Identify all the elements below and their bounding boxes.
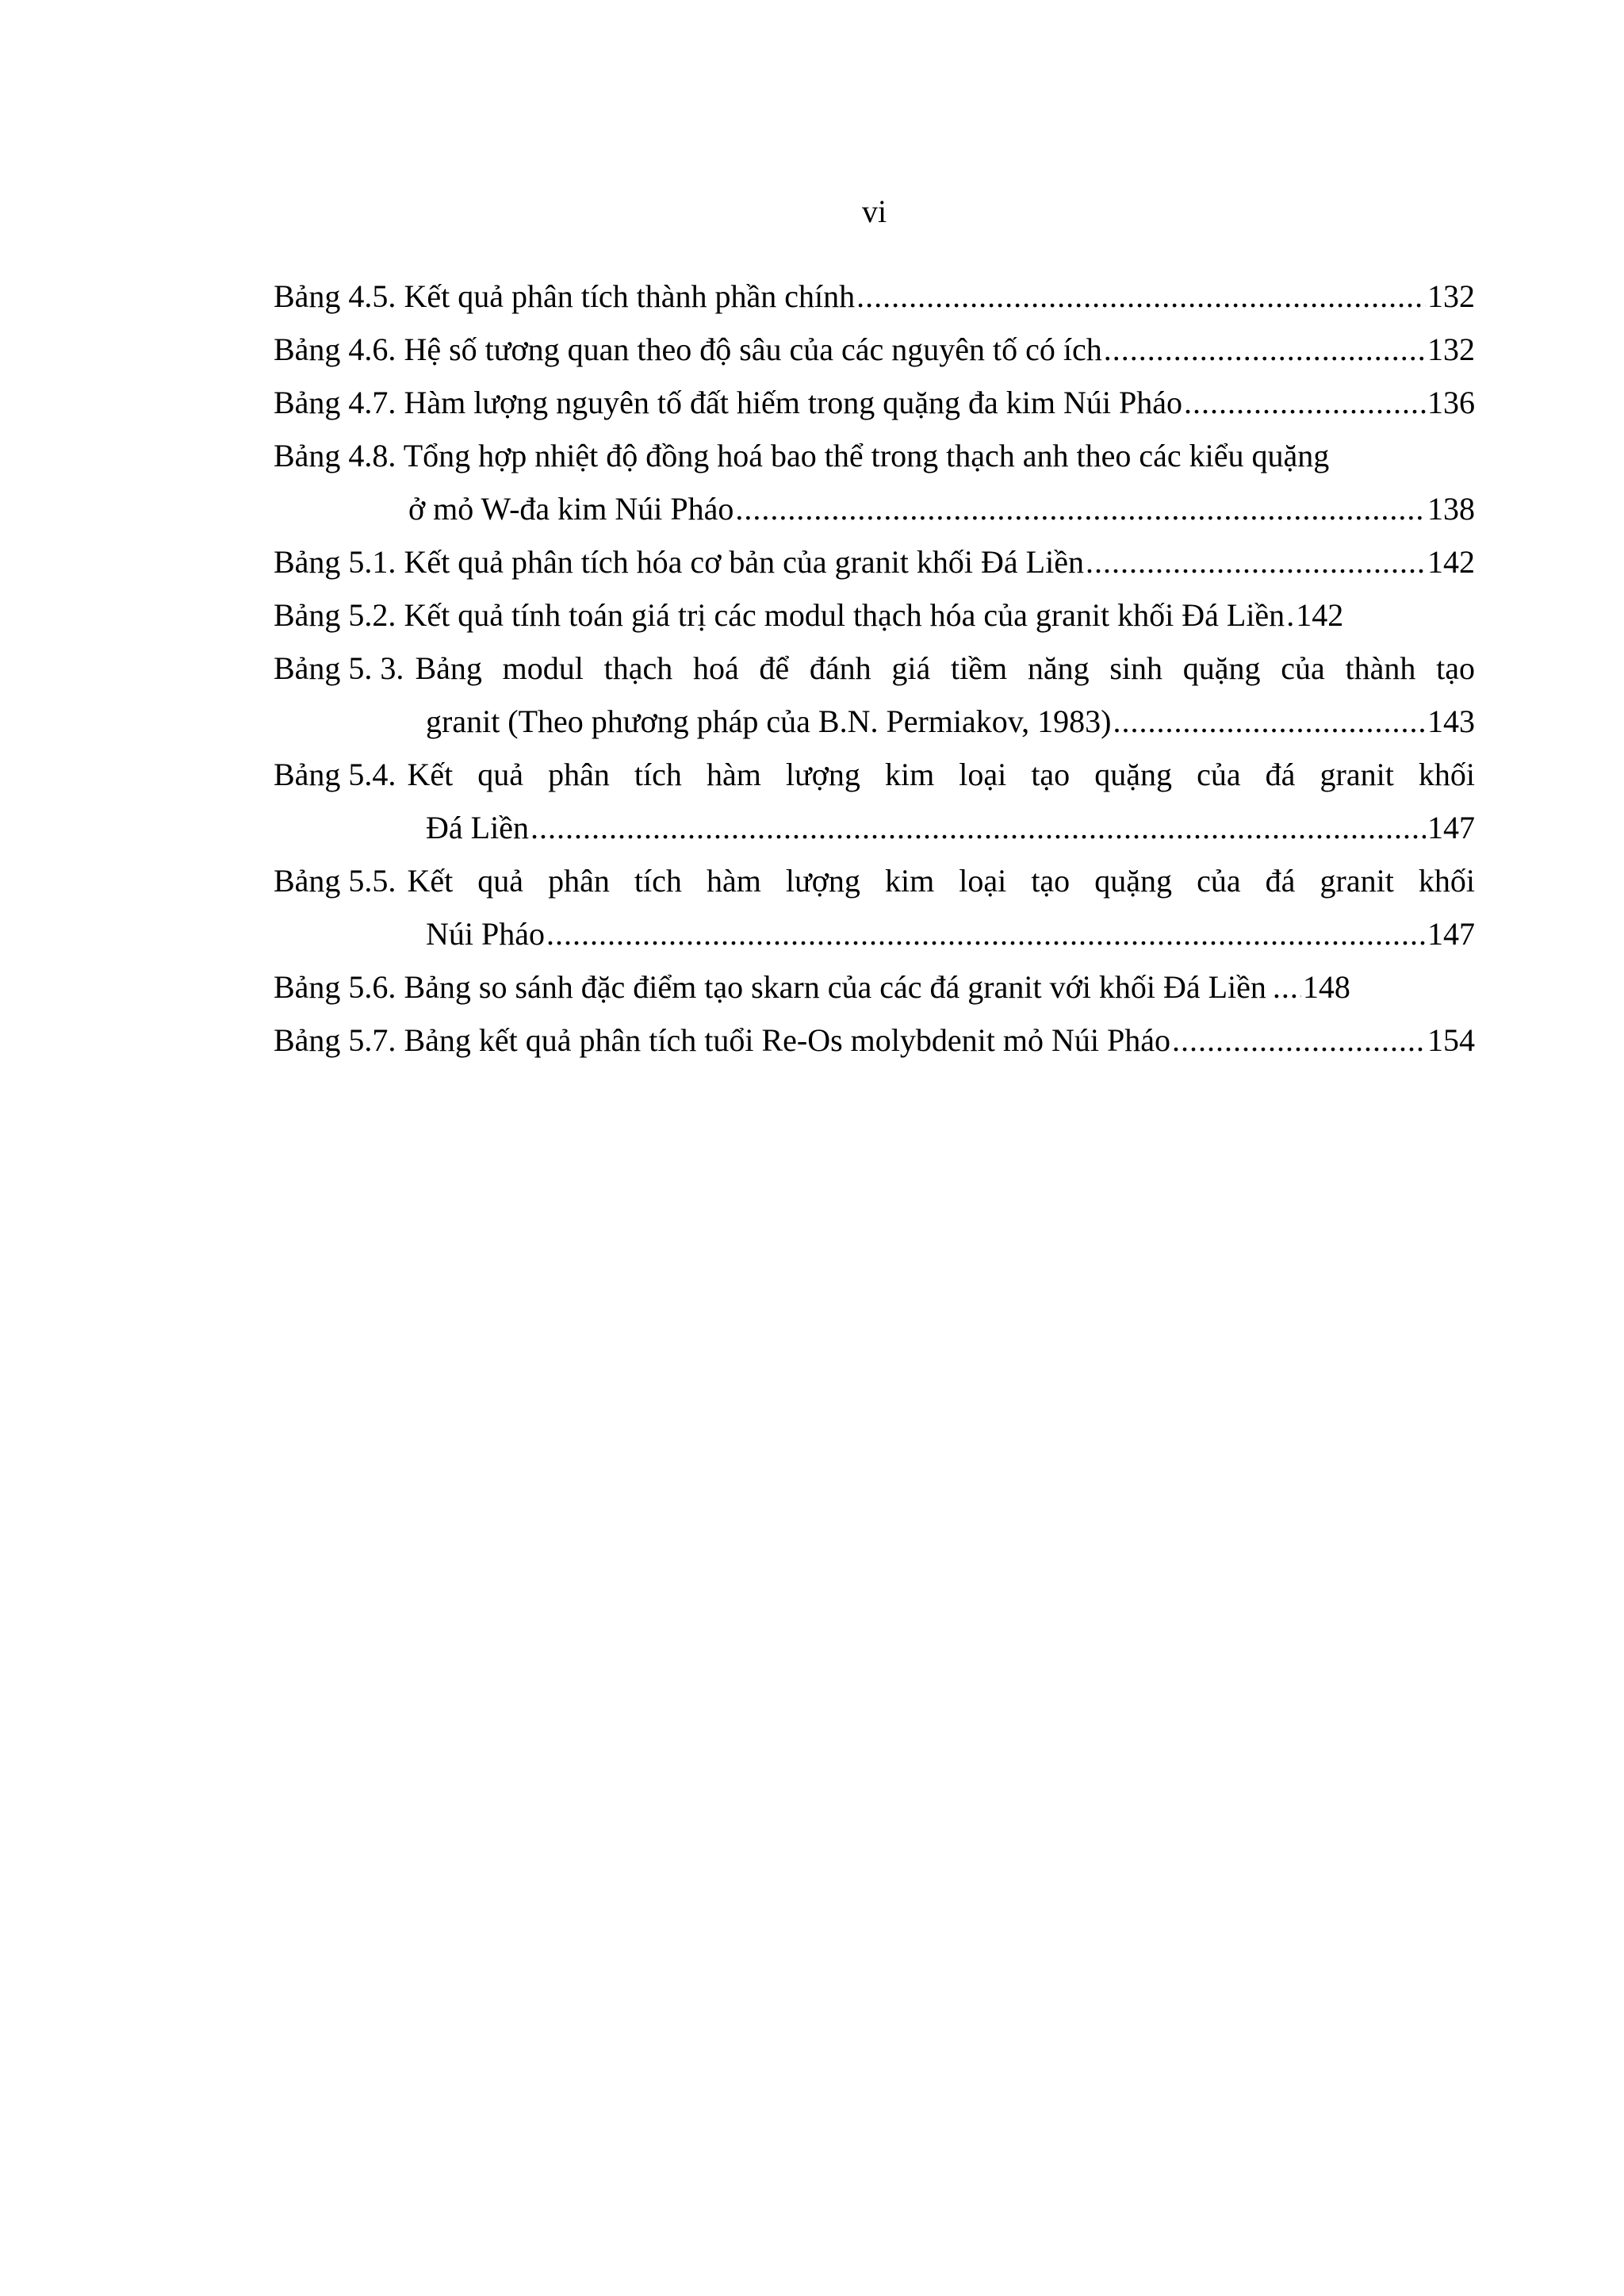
toc-entry[interactable]	[274, 960, 1475, 1014]
toc-entry-title: Bảng so sánh đặc điểm tạo skarn của các đá granit với khối Đá Liền	[404, 969, 1266, 1005]
toc-entry[interactable]	[274, 748, 1475, 854]
toc-entry-label: Bảng 5.2. Kết quả tính toán giá trị các modul thạch hóa của granit khối Đá Liền	[274, 597, 1285, 633]
toc-entry-label: Bảng 5.6. Bảng so sánh đặc điểm tạo skarn của các đá granit với khối Đá Liền	[274, 969, 1266, 1005]
toc-entry[interactable]	[274, 535, 1475, 588]
toc-entry-label: Bảng 5.5.	[274, 863, 396, 899]
toc-entry[interactable]	[274, 642, 1475, 748]
toc-entry[interactable]	[274, 376, 1475, 429]
table-of-contents	[274, 270, 1475, 1067]
toc-entry-title: Hàm lượng nguyên tố đất hiếm trong quặng đa kim Núi Pháo	[404, 385, 1183, 420]
toc-entry-label: Bảng 4.7. Hàm lượng nguyên tố đất hiếm trong quặng đa kim Núi Pháo	[274, 385, 1183, 420]
dot-leader	[1104, 323, 1426, 376]
dot-leader	[856, 270, 1426, 323]
toc-entry[interactable]	[274, 1014, 1475, 1067]
toc-entry-page: 142	[1296, 597, 1344, 633]
toc-entry[interactable]	[274, 270, 1475, 323]
toc-entry-page: 136	[1427, 385, 1475, 420]
toc-entry-title: Kết quả phân tích hóa cơ bản của granit khối Đá Liền	[404, 544, 1084, 580]
toc-entry-page: 132	[1427, 332, 1475, 367]
dot-leader	[1184, 376, 1426, 429]
toc-entry-title-continued: ở mỏ W-đa kim Núi Pháo	[408, 491, 734, 527]
toc-entry[interactable]	[274, 854, 1475, 960]
dot-leader	[546, 907, 1426, 960]
toc-entry-page: 154	[1427, 1022, 1475, 1058]
toc-entry-title: Hệ số tương quan theo độ sâu của các nguyên tố có ích	[404, 332, 1102, 367]
toc-entry-page: 147	[1427, 916, 1475, 952]
toc-entry-page: 138	[1427, 491, 1475, 527]
toc-entry-page: 132	[1427, 278, 1475, 314]
dot-leader	[1286, 588, 1294, 642]
toc-entry-title-continued: Núi Pháo	[426, 916, 545, 952]
dot-leader	[530, 801, 1426, 854]
toc-entry-title: Kết quả tính toán giá trị các modul thạch hóa của granit khối Đá Liền	[404, 597, 1285, 633]
toc-entry-title: Kết quả phân tích thành phần chính	[404, 278, 856, 314]
toc-entry-title: Kết quả phân tích hàm lượng kim loại tạo quặng của đá granit khối	[407, 863, 1475, 899]
page-number: vi	[861, 194, 887, 229]
toc-entry-title-continued: granit (Theo phương pháp của B.N. Permiakov, 1983)	[426, 703, 1112, 739]
toc-entry-page: 143	[1427, 703, 1475, 739]
toc-entry-title: Tổng hợp nhiệt độ đồng hoá bao thể trong thạch anh theo các kiểu quặng	[403, 438, 1330, 473]
toc-entry-page: 142	[1427, 544, 1475, 580]
toc-entry-label: Bảng 4.8. Tổng hợp nhiệt độ đồng hoá bao thể trong thạch anh theo các kiểu quặng	[274, 438, 1330, 473]
dot-leader	[1086, 535, 1426, 588]
toc-entry-title-continued: Đá Liền	[426, 810, 529, 845]
toc-entry-label: Bảng 5.4.	[274, 757, 396, 792]
dot-leader	[1113, 695, 1427, 748]
toc-entry-label: Bảng 4.6. Hệ số tương quan theo độ sâu của các nguyên tố có ích	[274, 332, 1102, 367]
dot-leader	[735, 482, 1426, 535]
toc-entry-label: Bảng 4.5. Kết quả phân tích thành phần chính	[274, 278, 856, 314]
dot-leader	[1172, 1014, 1426, 1067]
toc-entry-label: Bảng 5. 3.	[274, 650, 404, 686]
toc-entry-label: Bảng 5.7. Bảng kết quả phân tích tuổi Re-Os molybdenit mỏ Núi Pháo	[274, 1022, 1170, 1058]
toc-entry-title: Bảng modul thạch hoá để đánh giá tiềm năng sinh quặng của thành tạo	[415, 650, 1475, 686]
toc-entry[interactable]	[274, 429, 1475, 535]
toc-entry[interactable]	[274, 588, 1475, 642]
toc-entry-page: 147	[1427, 810, 1475, 845]
toc-entry-page: 148	[1302, 969, 1350, 1005]
toc-entry-title: Bảng kết quả phân tích tuổi Re-Os molybdenit mỏ Núi Pháo	[404, 1022, 1170, 1058]
dot-leader	[1273, 960, 1301, 1014]
toc-entry-title: Kết quả phân tích hàm lượng kim loại tạo quặng của đá granit khối	[407, 757, 1475, 792]
toc-entry-label: Bảng 5.1. Kết quả phân tích hóa cơ bản của granit khối Đá Liền	[274, 544, 1084, 580]
toc-entry[interactable]	[274, 323, 1475, 376]
